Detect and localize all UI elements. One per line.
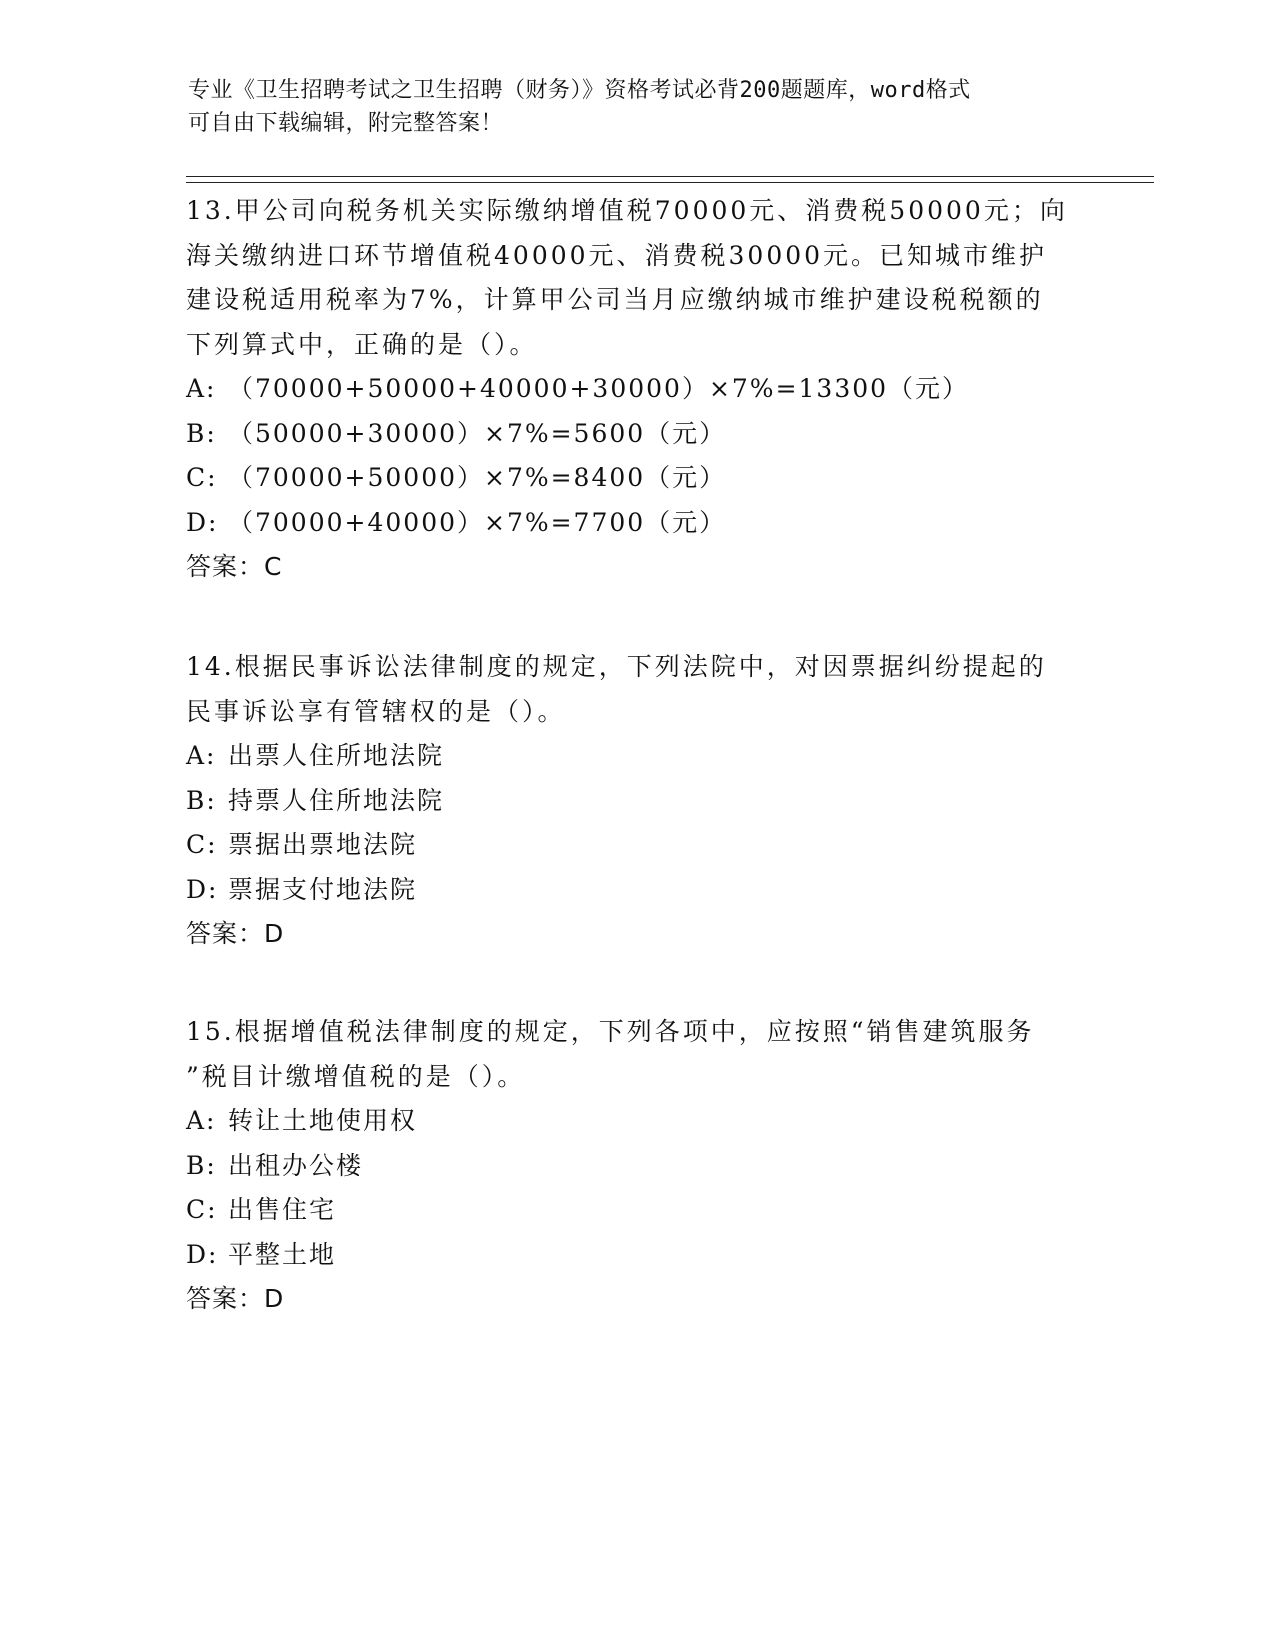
option-letter: D:: [186, 1239, 219, 1269]
option-text: 出租办公楼: [228, 1150, 364, 1180]
option-d: [186, 1233, 1086, 1278]
option-a: [186, 1099, 1086, 1144]
option-letter: A:: [186, 1106, 217, 1135]
option-letter: A:: [186, 374, 217, 403]
option-d: [186, 501, 1086, 546]
option-a: [186, 734, 1086, 779]
option-text: （70000+50000）×7%=8400（元）: [228, 463, 727, 492]
option-text: 票据出票地法院: [228, 830, 418, 859]
question-stem-line: 民事诉讼享有管辖权的是（）。: [186, 696, 566, 726]
option-d: [186, 868, 1086, 913]
option-letter: C:: [186, 463, 218, 492]
option-letter: D:: [186, 507, 219, 537]
question-stem-line: 海关缴纳进口环节增值税40000元、消费税30000元。已知城市维护: [186, 240, 1048, 270]
option-letter: B:: [186, 418, 217, 448]
option-c: [186, 1188, 1086, 1233]
option-letter: A:: [186, 741, 217, 770]
option-text: 票据支付地法院: [228, 874, 418, 904]
option-text: 平整土地: [228, 1239, 337, 1269]
option-text: （50000+30000）×7%=5600（元）: [228, 418, 727, 448]
question-stem-line: 15.根据增值税法律制度的规定，下列各项中，应按照“销售建筑服务: [186, 1017, 1035, 1046]
option-letter: B:: [186, 1150, 217, 1180]
question-stem-line: 下列算式中，正确的是（）。: [186, 329, 538, 359]
option-letter: B:: [186, 785, 217, 815]
header-line-2: 可自由下载编辑，附完整答案！: [188, 111, 504, 136]
option-text: 出票人住所地法院: [228, 741, 445, 770]
option-text: 持票人住所地法院: [228, 785, 445, 815]
answer-text: 答案：C: [186, 552, 283, 581]
answer-text: 答案：D: [186, 1284, 285, 1313]
question-stem-line: 14.根据民事诉讼法律制度的规定，下列法院中，对因票据纠纷提起的: [186, 652, 1047, 681]
option-b: [186, 1144, 1086, 1189]
header-divider-bottom: [186, 182, 1154, 183]
question-stem-line: 13.甲公司向税务机关实际缴纳增值税70000元、消费税50000元；向: [186, 196, 1068, 225]
question-15: [186, 1010, 1086, 1322]
answer-text: 答案：D: [186, 919, 285, 948]
option-c: [186, 456, 1086, 501]
option-text: 出售住宅: [228, 1195, 337, 1224]
question-14: [186, 645, 1086, 957]
option-c: [186, 823, 1086, 868]
option-b: [186, 412, 1086, 457]
question-stem-line: ”税目计缴增值税的是（）。: [186, 1061, 526, 1091]
option-letter: D:: [186, 874, 219, 904]
question-13: [186, 189, 1086, 590]
option-letter: C:: [186, 830, 218, 859]
option-b: [186, 779, 1086, 824]
header-divider-top: [186, 176, 1154, 177]
header-line-1: 专业《卫生招聘考试之卫生招聘（财务）》资格考试必背200题题库，word格式: [188, 78, 971, 103]
option-text: 转让土地使用权: [228, 1106, 418, 1135]
document-header: [188, 74, 1088, 140]
option-letter: C:: [186, 1195, 218, 1224]
option-text: （70000+40000）×7%=7700（元）: [228, 507, 727, 537]
option-text: （70000+50000+40000+30000）×7%=13300（元）: [228, 374, 970, 403]
option-a: [186, 367, 1086, 412]
question-stem-line: 建设税适用税率为7%，计算甲公司当月应缴纳城市维护建设税税额的: [186, 285, 1044, 314]
